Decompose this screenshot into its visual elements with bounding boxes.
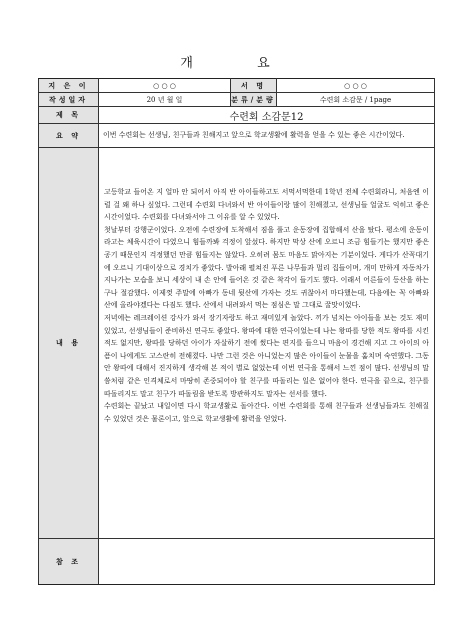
- author-label: 지 은 이: [39, 79, 99, 93]
- page-title: 개 요: [180, 56, 300, 71]
- content-paragraph: 저녁에는 레크레이션 강사가 와서 장기자랑도 하고 재미있게 놀았다. 끼가 넘치는 아이들을 보는 것도 재미있었고, 선생님들이 준비하신 연극도 좋았다. 왕따에 대한 연극이었는데 나는 왕따를 당한 적도 왕따를 시킨 적도 없지만, 왕따를 당하던 아이가 자살하기 전에 썼다는 편지를 들으니 마음이 경건해 지고 그 아이의 아픔이 나에게도 고스란히 전해졌다. 나만 그런 것은 아니었는지 많은 아이들이 눈물을 훔치며 숙연했다. 그동안 왕따에 대해서 진지하게 생각해 본 적이 별로 없었는데 이번 연극을 통해서 느낀 점이 많다. 선생님의 말씀처럼 같은 인격체로서 마땅히 존중되어야 할 친구를 따돌리는 일은 없어야 한다. 연극을 끝으로, 친구를 따돌리지도 말고 친구가 따돌림을 받도록 방관하지도 말자는 선서를 했다.: [104, 313, 429, 398]
- summary-value: 이번 수련회는 선생님, 친구들과 친해지고 앞으로 학교생활에 활력을 얻을 수 있는 좋은 시간이었다.: [99, 124, 435, 148]
- position-value: ○ ○ ○: [277, 79, 435, 93]
- position-label: 서 명: [231, 79, 277, 93]
- reference-value: [99, 539, 435, 585]
- category-label: 분류/분량: [231, 93, 277, 107]
- content-paragraph: 고등학교 들어온 지 얼마 안 되어서 아직 반 아이들하고도 서먹서먹한데 1학년 전체 수련회라니, 처음엔 이럴 걸 왜 하나 싶었다. 그런데 수련회 다녀와서 반 아이들이랑 많이 친해졌고, 선생님들 얼굴도 익히고 좋은 시간이었다. 수련회를 다녀와서야 그 이유를 알 수 있었다.: [104, 188, 429, 222]
- summary-form-table: [38, 78, 435, 585]
- content-paragraph: 수련회는 끝났고 내일이면 다시 학교생활로 돌아간다. 이번 수련회를 통해 친구들과 선생님들과도 친해질 수 있었던 것은 물론이고, 앞으로 학교생활에 활력을 얻었다.: [104, 402, 429, 423]
- date-value: 20 년 월 일: [99, 93, 231, 107]
- author-value: ○ ○ ○: [99, 79, 231, 93]
- date-label: 작성일자: [39, 93, 99, 107]
- subject-value: 수련회 소감문12: [99, 107, 435, 124]
- subject-label: 제 목: [39, 107, 99, 124]
- content-body: [99, 148, 435, 539]
- category-value: 수련회 소감문 / 1page: [277, 93, 435, 107]
- summary-label: 요 약: [39, 124, 99, 148]
- content-paragraph: 첫날부터 강행군이었다. 오전에 수련장에 도착해서 짐을 풀고 운동장에 집합해서 산을 탔다. 평소에 운동이라고는 체육시간이 다였으니 힘들까봐 걱정이 앞섰다. 하지만 막상 산에 오르니 조금 힘들기는 했지만 좋은 공기 때문인지 걱정했던 만큼 힘들지는 않았다. 오히려 몸도 마음도 맑아지는 기분이었다. 게다가 산꼭대기에 오르니 기대이상으로 경치가 좋았다. 발아래 펼쳐진 푸른 나무들과 멀리 집들이며, 개미 만하게 자동차가 지나가는 모습을 보니 세상이 내 손 안에 들어온 것 같은 착각이 들기도 했다. 이래서 어른들이 등산을 하는 구나 절감했다. 이제껏 주말에 아빠가 동네 뒷산에 가자는 것도 귀찮아서 마다했는데, 다음에는 꼭 아빠와 산에 올라야겠다는 다짐도 했다. 산에서 내려와서 먹는 점심은 말 그대로 꿀맛이었다.: [104, 225, 429, 310]
- reference-label: 참 조: [39, 539, 99, 585]
- content-label: 내 용: [39, 148, 99, 539]
